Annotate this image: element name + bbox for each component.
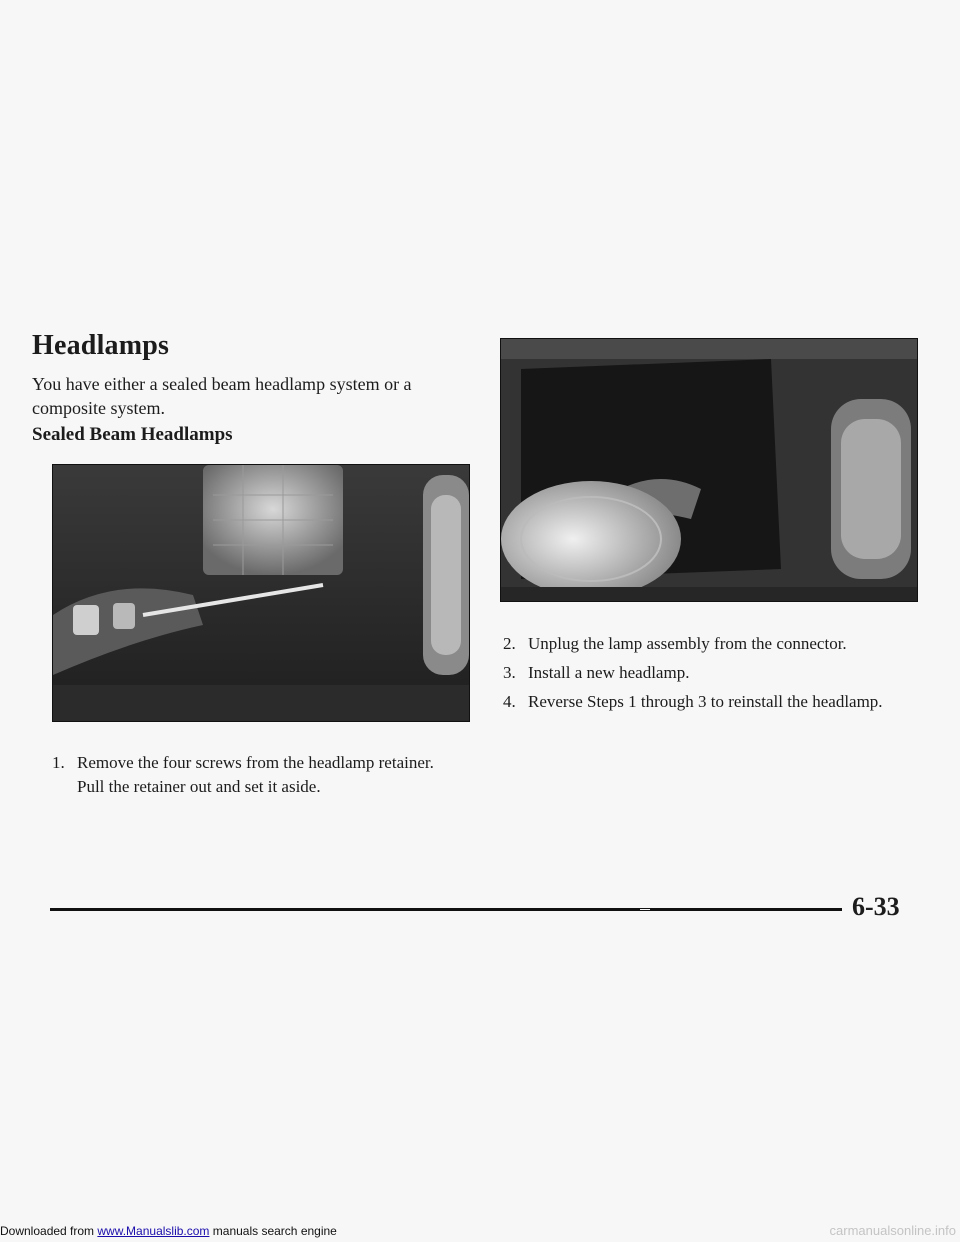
step-3-text: Install a new headlamp. — [528, 663, 690, 682]
step-4 — [503, 690, 923, 714]
footer-rule-gap — [640, 909, 650, 910]
watermark: carmanualsonline.info — [829, 1223, 956, 1238]
download-footer — [0, 1224, 337, 1238]
subheading: Sealed Beam Headlamps — [32, 424, 233, 445]
step-1-text-continued: Pull the retainer out and set it aside. — [77, 777, 321, 796]
manualslib-link[interactable]: www.Manualslib.com — [97, 1224, 210, 1238]
step-3 — [503, 661, 923, 685]
sealed-beam-headlamp-photo — [52, 464, 470, 722]
step-2-text: Unplug the lamp assembly from the connector. — [528, 634, 847, 653]
step-2 — [503, 632, 923, 656]
headlamp-connector-photo — [500, 338, 918, 602]
step-1 — [52, 751, 492, 799]
step-1-text: Remove the four screws from the headlamp retainer. — [77, 753, 434, 772]
step-4-text: Reverse Steps 1 through 3 to reinstall the headlamp. — [528, 692, 883, 711]
footer-rule — [50, 908, 842, 911]
footer-prefix: Downloaded from — [0, 1224, 98, 1238]
footer-suffix: manuals search engine — [209, 1224, 337, 1238]
step-3-number: 3. — [503, 663, 516, 682]
page-number: 6-33 — [852, 892, 900, 921]
step-4-number: 4. — [503, 692, 516, 711]
intro-text: You have either a sealed beam headlamp system or a composite system. — [32, 374, 412, 418]
section-title: Headlamps — [32, 330, 170, 361]
step-2-number: 2. — [503, 634, 516, 653]
step-1-number: 1. — [52, 753, 65, 772]
